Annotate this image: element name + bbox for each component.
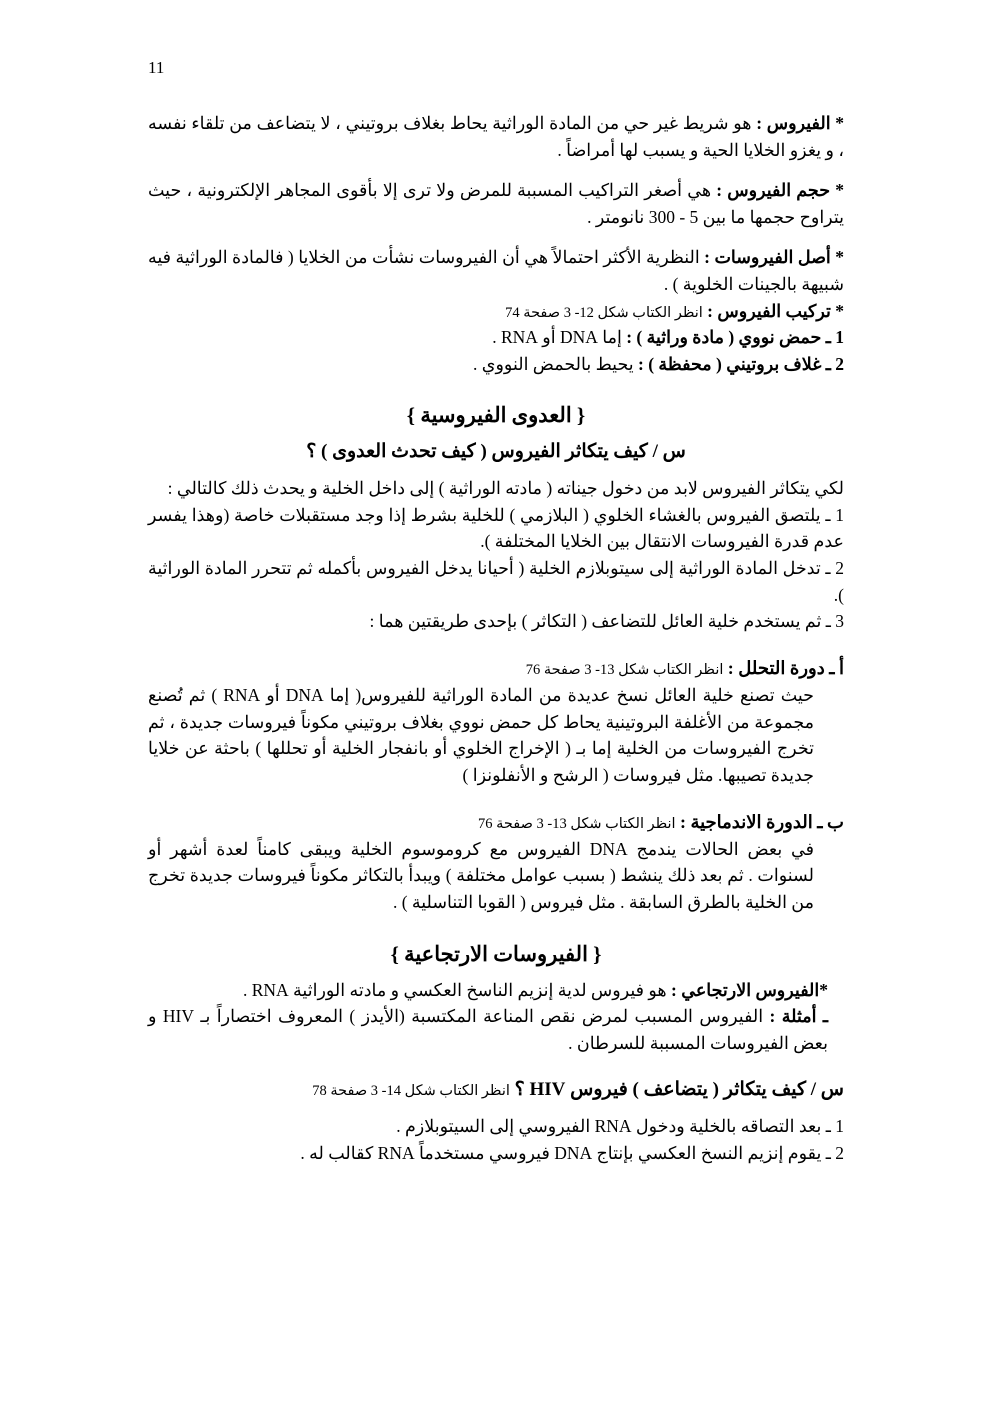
list-item-infection-step-3: 3 ـ ثم يستخدم خلية العائل للتضاعف ( التكاثر ) بإحدى طريقتين هما : (369, 611, 844, 632)
reference-lytic-cycle: انظر الكتاب شكل 13- 3 صفحة 76 (525, 661, 724, 678)
text-virus-definition: هو شريط غير حي من المادة الوراثية يحاط بغلاف بروتيني ، لا يتضاعف من تلقاء نفسه ، و يغزو الخلايا الحية و يسبب لها أمراضاً . (148, 113, 844, 160)
label-lysogenic-cycle: ب ـ الدورة الاندماجية : (679, 811, 844, 832)
label-retrovirus-definition: *الفيروس الارتجاعي : (671, 979, 828, 1000)
question-viral-replication: س / كيف يتكاثر الفيروس ( كيف تحدث العدوى ) ؟ (306, 441, 686, 463)
paragraph-retrovirus-examples (148, 1003, 844, 1056)
list-item-hiv-step-2: 2 ـ يقوم إنزيم النسخ العكسي بإنتاج DNA فيروسي مستخدماً RNA كقالب له . (300, 1142, 844, 1163)
text-virus-origin: النظرية الأكثر احتمالاً هي أن الفيروسات نشأت من الخلايا ( فالمادة الوراثية فيه شبيهة بالجينات الخلوية ) . (148, 247, 844, 294)
label-question-hiv: س / كيف يتكاثر ( يتضاعف ) فيروس HIV ؟ (514, 1079, 844, 1101)
label-structure-item-1: 1 ـ حمض نووي ( مادة وراثية ) : (626, 327, 844, 348)
list-item-infection-step-2: 2 ـ تدخل المادة الوراثية إلى سيتوبلازم الخلية ( أحيانا يدخل الفيروس بأكمله ثم تتحرر المادة الوراثية ). (148, 558, 844, 605)
text-lysogenic-cycle: في بعض الحالات يندمج DNA الفيروس مع كروموسوم الخلية ويبقى كامناً لعدة أشهر أو لسنوات . ثم بعد ذلك ينشط ( بسبب عوامل مختلفة ) ويبدأ بالتكاثر مكوناً فيروسات جديدة تخرج من الخلية بالطرق السابقة . مثل فيروس ( القوبا التناسلية ) . (148, 838, 814, 913)
text-structure-item-1: إما DNA أو RNA . (492, 327, 622, 348)
paragraph-structure-item-1 (148, 324, 844, 351)
text-retrovirus-examples: الفيروس المسبب لمرض نقص المناعة المكتسبة (الأيدز ) المعروف اختصاراً بـ HIV و بعض الفيروسات المسببة للسرطان . (148, 1006, 828, 1053)
list-item-infection-step-1: 1 ـ يلتصق الفيروس بالغشاء الخلوي ( البلازمي ) للخلية بشرط إذا وجد مستقبلات خاصة (وهذا يفسر عدم قدرة الفيروسات الانتقال بين الخلايا المختلفة ). (148, 504, 844, 552)
heading-viral-infection: { العدوى الفيروسية } (406, 403, 586, 428)
reference-lysogenic-cycle: انظر الكتاب شكل 13- 3 صفحة 76 (477, 815, 676, 832)
text-viral-infection-intro: لكي يتكاثر الفيروس لابد من دخول جيناته ( مادته الوراثية ) إلى داخل الخلية و يحدث ذلك كالتالي : (167, 478, 844, 499)
paragraph-virus-definition (148, 110, 844, 163)
reference-virus-structure: انظر الكتاب شكل 12- 3 صفحة 74 (505, 304, 703, 321)
title-lysogenic-cycle (148, 809, 844, 836)
text-retrovirus-definition: هو فيروس لدية إنزيم الناسخ العكسي و مادته الوراثية RNA . (242, 979, 667, 1000)
title-lytic-cycle (148, 655, 844, 682)
heading-retroviruses: { الفيروسات الارتجاعية } (390, 941, 602, 966)
paragraph-structure-item-2 (148, 351, 844, 378)
document-content (148, 110, 844, 1167)
list-item-hiv-step-1: 1 ـ بعد التصاقه بالخلية ودخول RNA الفيروسي إلى السيتوبلازم . (396, 1116, 844, 1137)
text-lytic-cycle: حيث تصنع خلية العائل نسخ عديدة من المادة الوراثية للفيروس( إما DNA أو RNA ) ثم تُصنع مجموعة من الأغلفة البروتينية يحاط كل حمض نووي بغلاف بروتيني مكوناً فيروسات جديدة ، ثم تخرج الفيروسات من الخلية إما بـ ( الإخراج الخلوي أو بانفجار الخلية أو تحللها ) باحثة عن خلايا جديدة تصيبها. مثل فيروسات ( الرشح و الأنفلونزا ) (148, 685, 814, 785)
paragraph-virus-structure (148, 298, 844, 325)
question-hiv-replication (148, 1076, 844, 1105)
label-virus-size: * حجم الفيروس : (716, 180, 844, 201)
text-structure-item-2: يحيط بالحمض النووي . (473, 353, 634, 374)
paragraph-virus-origin (148, 244, 844, 297)
label-lytic-cycle: أ ـ دورة التحلل : (727, 657, 844, 678)
label-structure-item-2: 2 ـ غلاف بروتيني ( محفظة ) : (638, 353, 844, 374)
reference-question-hiv: انظر الكتاب شكل 14- 3 صفحة 78 (312, 1083, 510, 1100)
label-virus-origin: * أصل الفيروسات : (704, 247, 845, 268)
text-virus-size: هي أصغر التراكيب المسببة للمرض ولا ترى إلا بأقوى المجاهر الإلكترونية ، حيث يتراوح حجمها ما بين 5 - 300 نانومتر . (148, 180, 844, 227)
page-number: 11 (148, 58, 165, 77)
label-retrovirus-examples: ـ أمثلة : (769, 1006, 828, 1027)
paragraph-retrovirus-definition (148, 977, 844, 1004)
paragraph-virus-size (148, 177, 844, 230)
label-virus-definition: * الفيروس : (756, 113, 845, 133)
label-virus-structure: * تركيب الفيروس : (707, 300, 844, 321)
